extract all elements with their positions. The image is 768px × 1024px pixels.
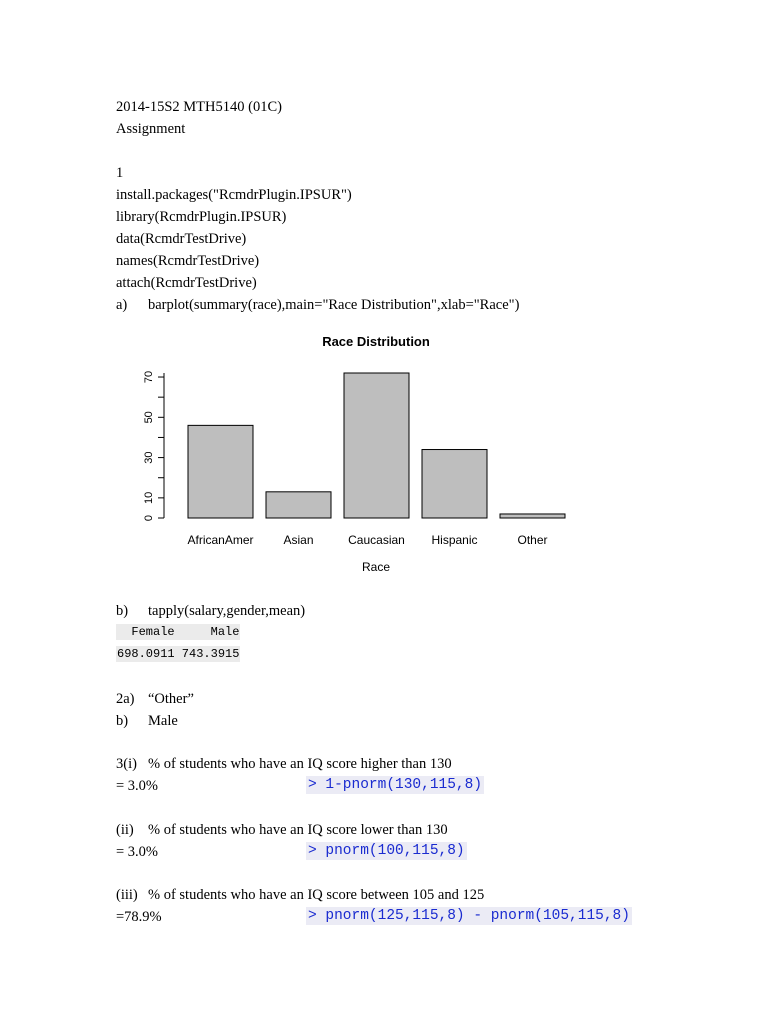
chart-title: Race Distribution [322,334,430,349]
q3ii-r-code: > pnorm(100,115,8) [308,843,465,859]
q3i-answer: = 3.0% [116,778,159,794]
q3i-question: % of students who have an IQ score higher than 130 [148,756,452,772]
q3ii-answer: = 3.0% [116,844,159,860]
q3ii-question: % of students who have an IQ score lower than 130 [148,822,448,838]
x-axis-label: Race [361,560,391,574]
code-line-install: install.packages("RcmdrPlugin.IPSUR") [116,187,352,203]
bar [188,425,253,518]
document-type: Assignment [116,121,186,137]
x-tick-label: Hispanic [431,533,478,547]
code-line-attach: attach(RcmdrTestDrive) [116,275,257,291]
code-line-names: names(RcmdrTestDrive) [116,253,260,269]
y-tick-label: 30 [143,451,155,464]
bar [500,514,565,518]
x-tick-label: Caucasian [348,533,405,547]
x-tick-labels [187,533,547,547]
bar [422,450,487,518]
q3iii-question: % of students who have an IQ score between 105 and 125 [148,887,485,903]
x-tick-label: Other [517,533,548,547]
bar [266,492,331,518]
course-title: 2014-15S2 MTH5140 (01C) [116,99,282,115]
part-b-code: tapply(salary,gender,mean) [148,603,306,619]
q3i-r-code: > 1-pnorm(130,115,8) [308,777,483,793]
x-tick-label: AfricanAmer [187,533,254,547]
y-tick-label: 0 [143,514,155,522]
q2b-answer: Male [148,713,178,729]
q3iii-answer: =78.9% [116,909,162,925]
part-b-label: b) [116,603,129,619]
q2a-label: 2a) [116,691,135,707]
tapply-output-header: Female Male [117,625,240,639]
question-1-number: 1 [116,165,124,181]
part-a-code: barplot(summary(race),main="Race Distribution",xlab="Race") [148,297,520,313]
y-tick-label: 70 [143,370,155,384]
code-line-data: data(RcmdrTestDrive) [116,231,247,247]
q3iii-r-code: > pnorm(125,115,8) - pnorm(105,115,8) [308,908,630,924]
y-tick-label: 50 [143,411,155,424]
q3i-label: 3(i) [116,756,137,772]
code-line-library: library(RcmdrPlugin.IPSUR) [116,209,287,225]
race-bar-chart [116,326,576,580]
bars [188,373,565,518]
y-axis [143,371,164,521]
y-tick-label: 10 [143,491,155,504]
bar [344,373,409,518]
q3ii-label: (ii) [116,822,134,838]
tapply-output-values: 698.0911 743.3915 [117,647,240,661]
part-a-label: a) [116,297,128,313]
q2b-label: b) [116,713,129,729]
q2a-answer: “Other” [148,691,194,707]
x-tick-label: Asian [283,533,314,547]
q3iii-label: (iii) [116,887,138,903]
